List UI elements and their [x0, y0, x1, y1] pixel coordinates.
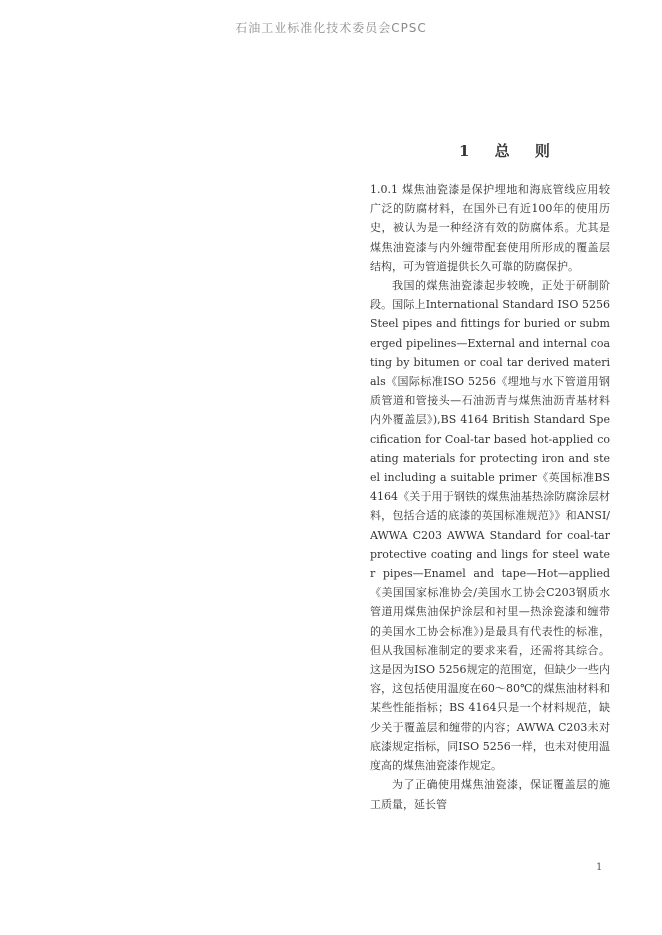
paragraph: 1.0.1 煤焦油瓷漆是保护埋地和海底管线应用较广泛的防腐材料，在国外已有近100年的使用历史，被认为是一种经济有效的防腐体系。尤其是煤焦油瓷漆与内外缠带配套使用所形成的覆盖层结构，可为管道提供长久可靠的防腐保护。 [370, 183, 610, 273]
paragraph: 为了正确使用煤焦油瓷漆，保证覆盖层的施工质量，延长管 [370, 778, 610, 811]
chapter-title: 1 总 则 [459, 142, 560, 160]
body-text [370, 180, 610, 814]
page-number: 1 [596, 862, 603, 873]
paragraph: 我国的煤焦油瓷漆起步较晚，正处于研制阶段。国际上International Standard ISO 5256 Steel pipes and fittings for buried or submerged pipelines—External and internal coating by bitumen or coal tar derived materials《国际标准ISO 5256《埋地与水下管道用钢质管道和管接头—石油沥青与煤焦油沥青基材料内外覆盖层》),BS 4164 British Standard Specification for Coal-tar based hot-applied coating materials for protecting iron and steel including a suitable primer《英国标准BS 4164《关于用于钢铁的煤焦油基热涂防腐涂层材料，包括合适的底漆的英国标准规范》》和ANSI/AWWA C203 AWWA Standard for coal-tar protective coating and lings for steel water pipes—Enamel and tape—Hot—applied《美国国家标准协会/美国水工协会C203钢质水管道用煤焦油保护涂层和衬里—热涂瓷漆和缠带的美国水工协会标准》)是最具有代表性的标准，但从我国标准制定的要求来看，还需将其综合。这是因为ISO 5256规定的范围宽，但缺少一些内容，这包括使用温度在60～80℃的煤焦油材料和某些性能指标；BS 4164只是一个材料规范，缺少关于覆盖层和缠带的内容；AWWA C203未对底漆规定指标，同ISO 5256一样，也未对使用温度高的煤焦油瓷漆作规定。 [370, 279, 610, 773]
page-header: 石油工业标准化技术委员会CPSC [235, 21, 427, 35]
